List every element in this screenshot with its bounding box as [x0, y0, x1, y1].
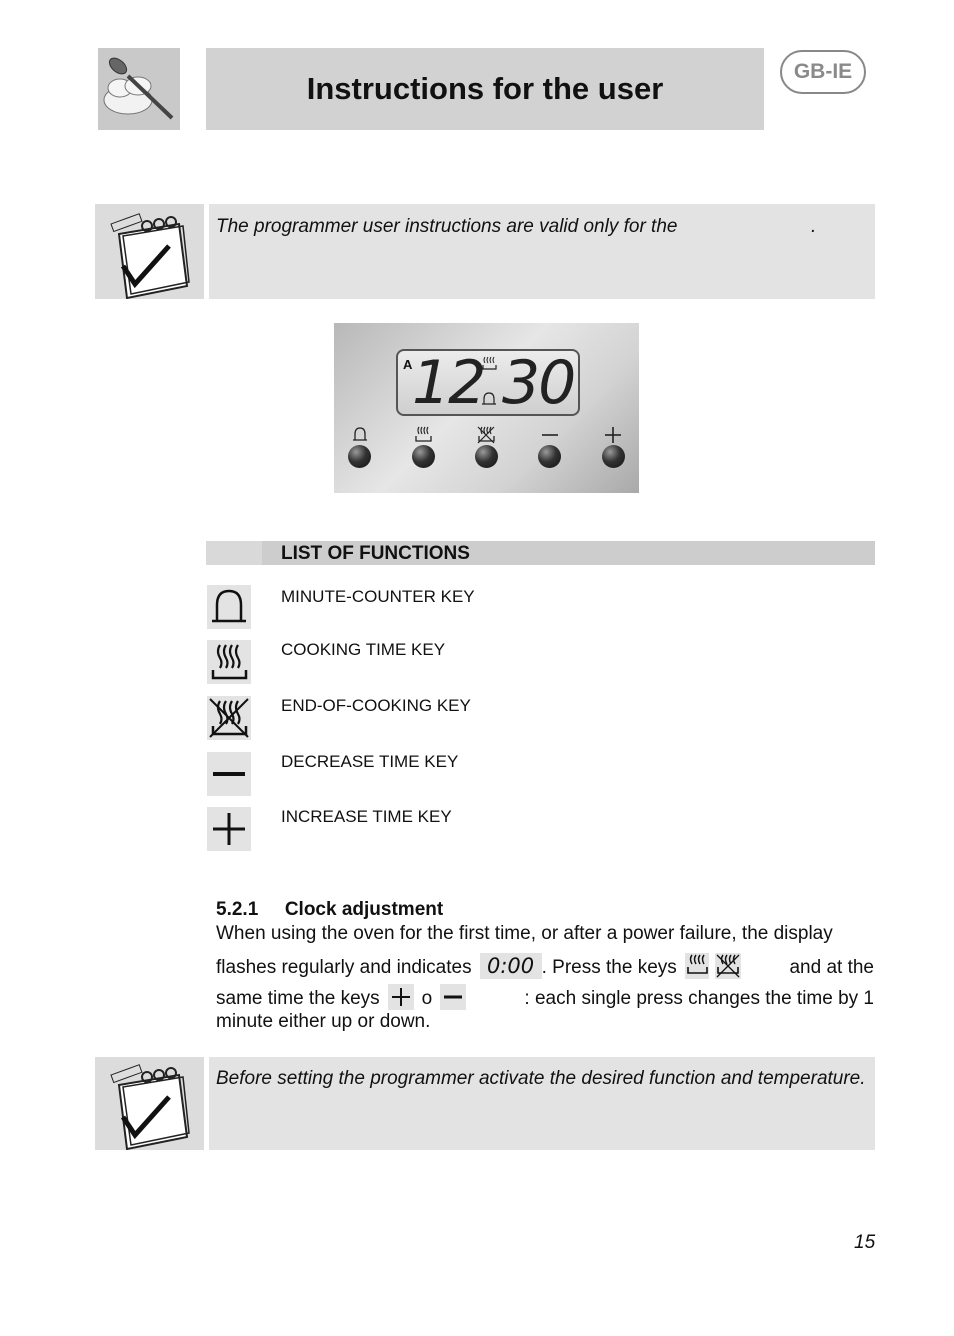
cooking-time-knob[interactable]	[412, 445, 435, 468]
inline-minus-icon	[440, 984, 466, 1010]
body-text: . Press the keys	[541, 957, 677, 978]
function-icon-minus	[207, 752, 251, 796]
page-title: Instructions for the user	[306, 71, 664, 106]
notepad-check-icon	[95, 1057, 204, 1150]
section-number: 5.2.1	[216, 899, 259, 920]
programmer-display	[396, 349, 580, 416]
cooking-time-indicator-icon	[481, 355, 497, 371]
end-of-cooking-knob[interactable]	[475, 445, 498, 468]
functions-header	[206, 541, 875, 565]
body-text: and at the	[789, 957, 874, 978]
body-text: o	[421, 988, 433, 1009]
functions-heading: LIST OF FUNCTIONS	[281, 543, 470, 564]
body-line-3	[216, 978, 874, 1010]
panel-minus-icon	[541, 426, 559, 444]
panel-cooking-time-icon	[414, 426, 432, 444]
function-label: INCREASE TIME KEY	[281, 807, 452, 826]
inline-plus-icon	[388, 984, 414, 1010]
note-text: Before setting the programmer activate the desired function and temperature.	[216, 1068, 866, 1089]
section-title: Clock adjustment	[284, 899, 444, 920]
end-of-cooking-icon	[207, 696, 251, 740]
body-text: same time the keys	[216, 988, 380, 1009]
function-icon-cooking-time	[207, 640, 251, 684]
note-text: The programmer user instructions are valid only for the	[216, 216, 678, 237]
section-heading	[216, 899, 443, 921]
inline-end-of-cooking-icon	[715, 953, 741, 979]
cooking-time-icon	[207, 640, 251, 684]
bell-icon	[207, 585, 251, 629]
function-icon-end-of-cooking	[207, 696, 251, 740]
display-hours: 12	[412, 348, 485, 418]
function-label: DECREASE TIME KEY	[281, 752, 459, 771]
minute-counter-knob[interactable]	[348, 445, 371, 468]
chef-logo	[98, 48, 180, 130]
display-value-inline: 0:00	[480, 953, 542, 979]
spoon-hat-icon	[98, 48, 180, 130]
body-text: flashes regularly and indicates	[216, 957, 472, 978]
note-trailing: .	[811, 216, 817, 237]
decrease-knob[interactable]	[538, 445, 561, 468]
note-icon-box	[95, 1057, 204, 1150]
body-line-2	[216, 947, 874, 979]
function-icon-plus	[207, 807, 251, 851]
bell-indicator-icon	[481, 391, 497, 407]
note-box	[209, 204, 875, 299]
body-line-1: When using the oven for the first time, or after a power failure, the display	[216, 923, 833, 944]
body-text: : each single press changes the time by 1	[524, 988, 874, 1009]
inline-cooking-time-icon	[685, 953, 709, 979]
body-line-4: minute either up or down.	[216, 1011, 431, 1032]
panel-bell-icon	[352, 426, 368, 442]
plus-icon	[207, 807, 251, 851]
page-number: 15	[854, 1232, 876, 1253]
panel-end-of-cooking-icon	[477, 426, 495, 444]
language-badge: GB-IE	[780, 50, 866, 94]
function-label: MINUTE-COUNTER KEY	[281, 587, 475, 606]
minus-icon	[207, 752, 251, 796]
notepad-check-icon	[95, 204, 204, 299]
function-label: COOKING TIME KEY	[281, 640, 446, 659]
note-icon-box	[95, 204, 204, 299]
display-minutes: 30	[502, 348, 575, 418]
increase-knob[interactable]	[602, 445, 625, 468]
mode-letter: A	[403, 357, 413, 372]
function-label: END-OF-COOKING KEY	[281, 696, 471, 715]
note-box	[209, 1057, 875, 1150]
panel-plus-icon	[604, 426, 622, 444]
title-banner	[206, 48, 764, 130]
function-icon-bell	[207, 585, 251, 629]
